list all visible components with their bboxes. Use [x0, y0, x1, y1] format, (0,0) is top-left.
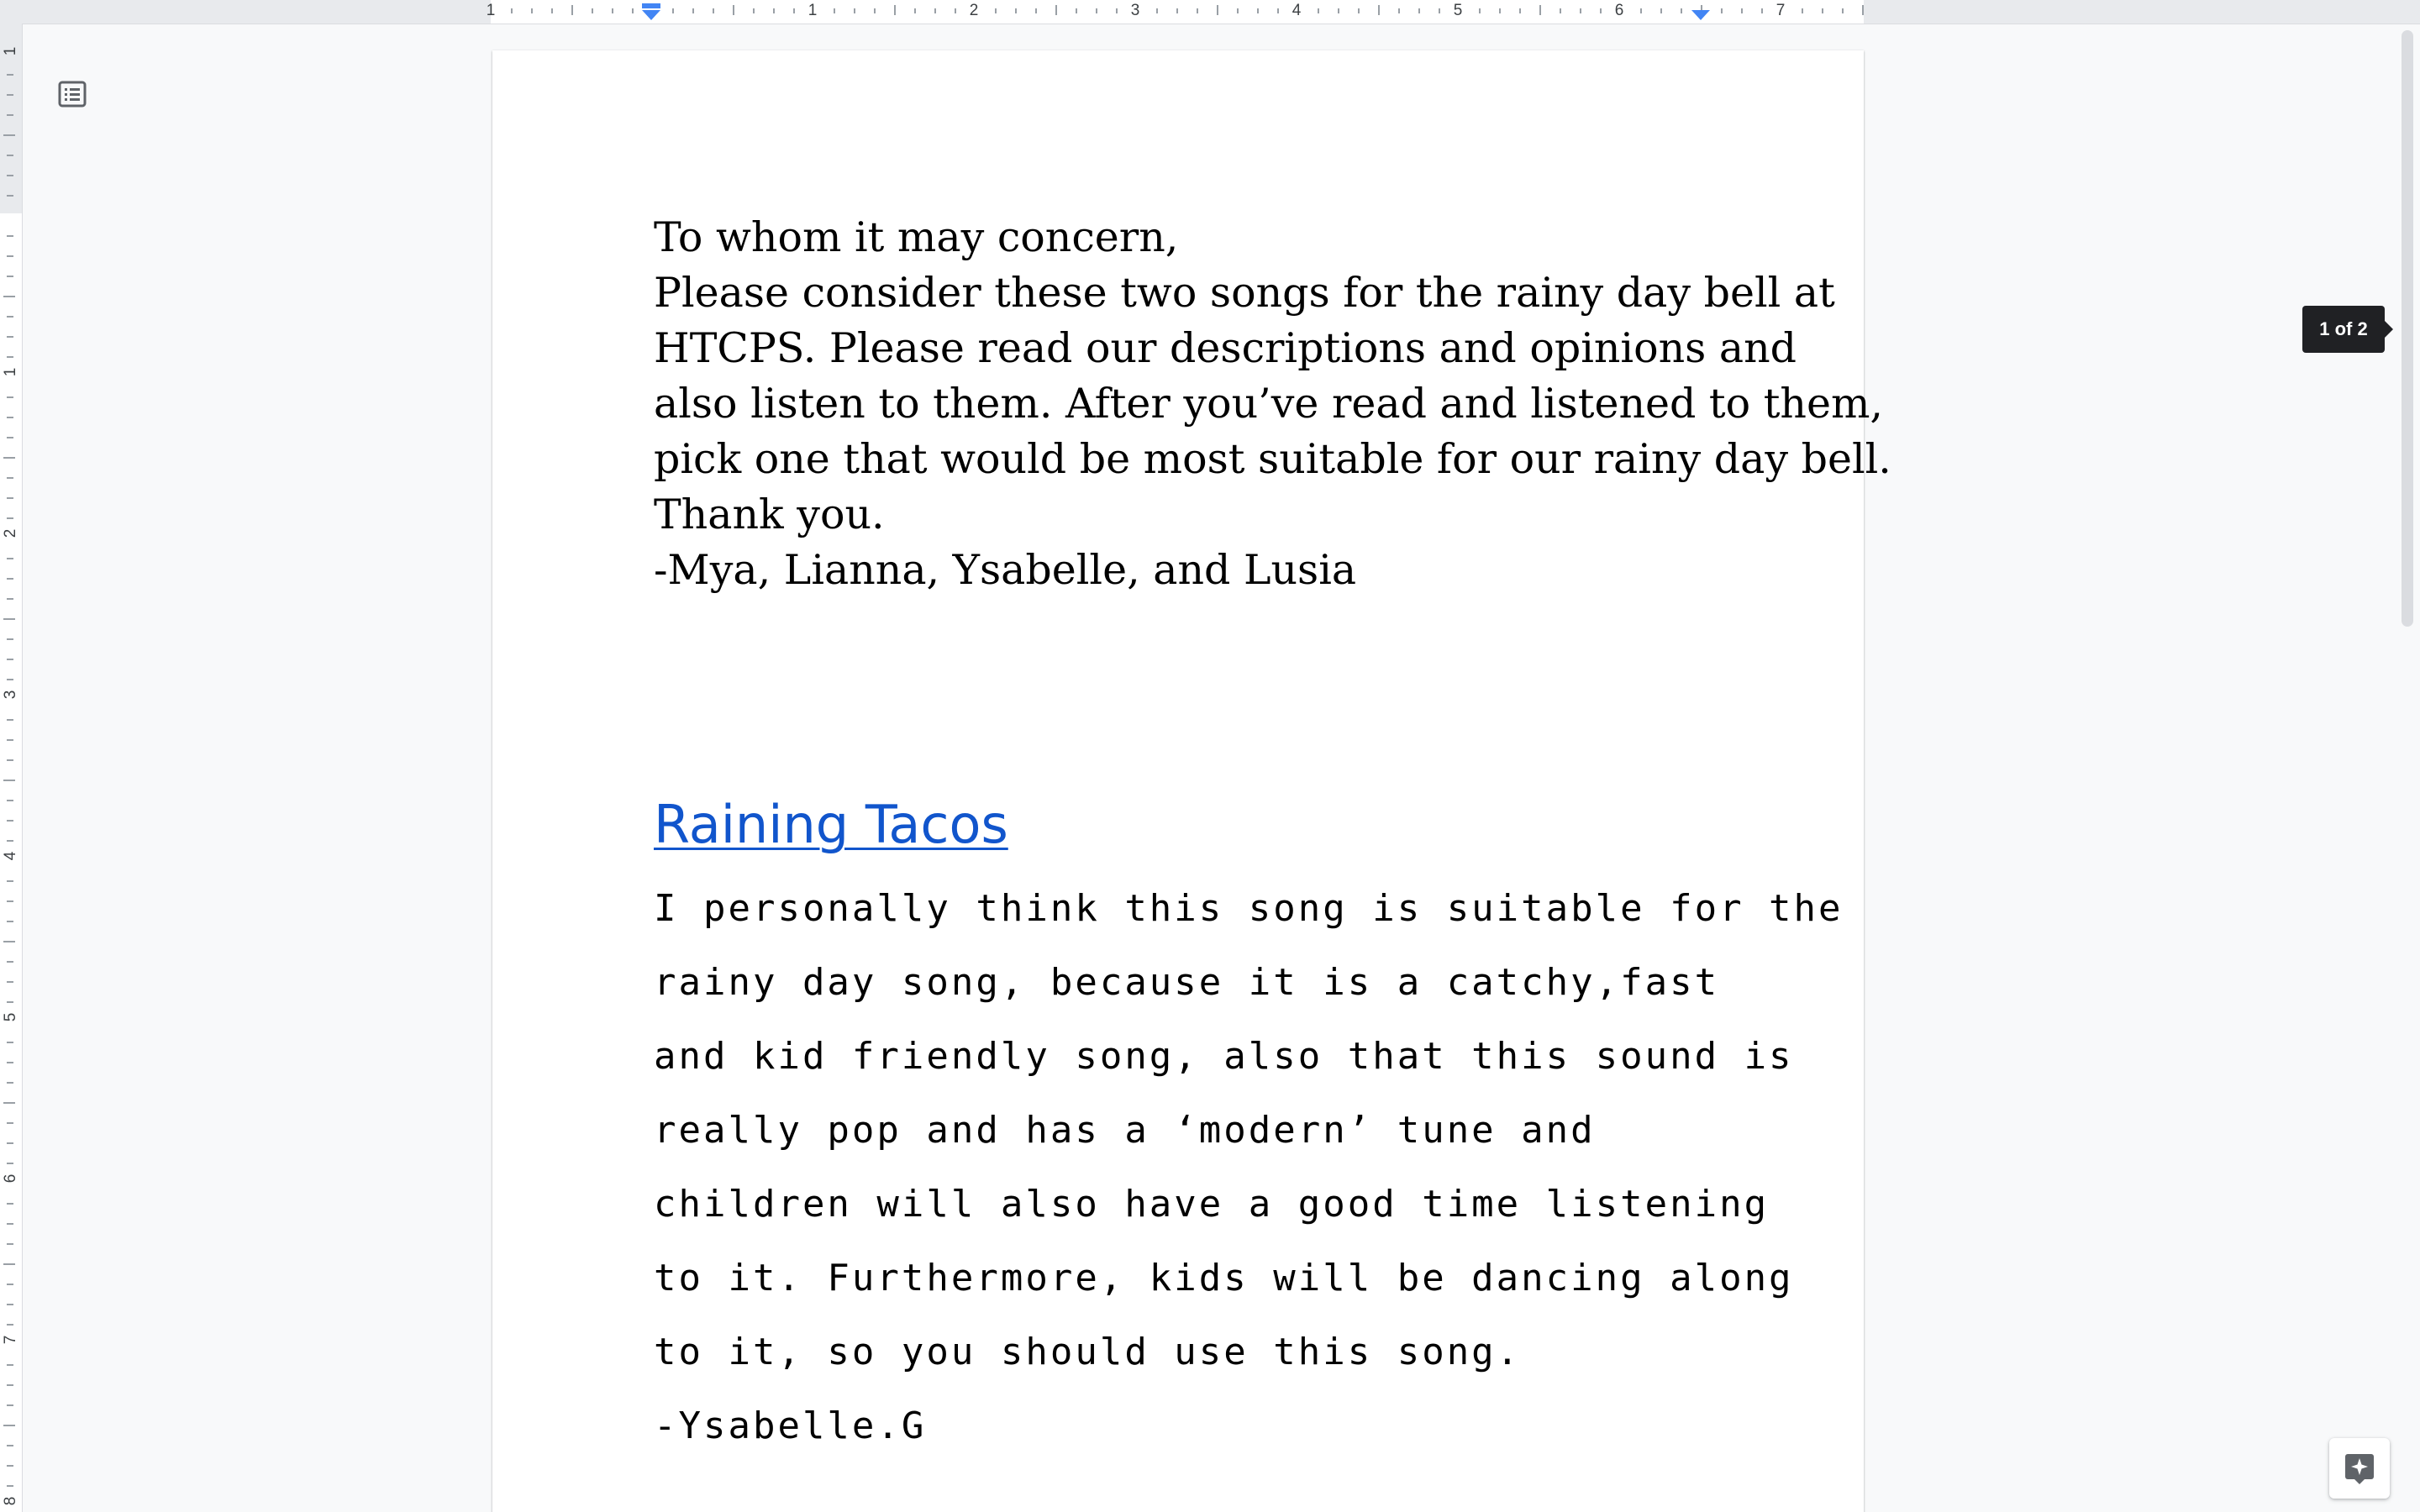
vertical-ruler-tick [7, 155, 13, 156]
vertical-ruler-tick [7, 175, 13, 176]
song-line: -Ysabelle.G [654, 1404, 927, 1447]
ruler-tick [1660, 8, 1662, 13]
ruler-tick [733, 5, 734, 15]
vertical-ruler-tick [7, 336, 13, 338]
ruler-tick [1055, 5, 1057, 15]
ruler-tick [1217, 5, 1218, 15]
document-outline-icon[interactable] [55, 77, 89, 111]
scrollbar-thumb[interactable] [2402, 30, 2413, 627]
vertical-ruler-tick [7, 1445, 13, 1446]
vertical-ruler-tick [7, 880, 13, 882]
left-indent-marker[interactable] [642, 10, 660, 20]
ruler-tick [1398, 8, 1400, 13]
vertical-ruler-tick [7, 1001, 13, 1003]
ruler-tick [1499, 8, 1501, 13]
ruler-tick [1156, 8, 1158, 13]
document-page[interactable] [492, 50, 1891, 1512]
ruler-tick [612, 8, 613, 13]
ruler-tick [1358, 8, 1360, 13]
vertical-ruler-tick [7, 94, 13, 96]
ruler-label: 5 [1453, 2, 1463, 19]
ruler-tick [1338, 8, 1339, 13]
ruler-tick [1741, 8, 1743, 13]
ruler-left-margin [0, 0, 491, 24]
ruler-tick [1681, 8, 1682, 13]
ruler-label: 6 [1614, 2, 1624, 19]
ruler-tick [592, 8, 593, 13]
vertical-ruler-tick [7, 1142, 13, 1144]
ruler-label: 4 [2, 851, 19, 861]
letter-line: Please consider these two songs for the rainy day bell at [654, 269, 1835, 317]
ruler-label: 6 [2, 1173, 19, 1184]
vertical-ruler-tick [7, 1364, 13, 1366]
ruler-tick [1318, 8, 1319, 13]
vertical-ruler-tick [7, 114, 13, 116]
ruler-tick [854, 8, 855, 13]
letter-line: also listen to them. After you’ve read and listened to them, [654, 380, 1883, 428]
ruler-tick [632, 8, 634, 13]
ruler-tick [934, 8, 936, 13]
ruler-tick [1378, 5, 1380, 15]
vertical-ruler-tick [7, 719, 13, 721]
letter-intro[interactable] [654, 210, 1891, 598]
ruler-tick [874, 8, 876, 13]
vertical-ruler-tick [3, 296, 15, 297]
ruler-label: 5 [2, 1012, 19, 1022]
ruler-tick [955, 8, 956, 13]
ruler-tick [1560, 8, 1561, 13]
ruler-tick [1802, 8, 1803, 13]
ruler-tick [531, 8, 533, 13]
ruler-label: 1 [486, 2, 496, 19]
vertical-ruler-tick [7, 195, 13, 197]
vertical-ruler-tick [3, 1102, 15, 1104]
vertical-ruler-tick [7, 1324, 13, 1326]
letter-line: To whom it may concern, [654, 213, 1179, 261]
vertical-ruler-tick [7, 1203, 13, 1205]
ruler-right-margin [1864, 0, 2420, 24]
ruler-tick [1761, 8, 1763, 13]
ruler-tick [834, 8, 835, 13]
vertical-ruler-tick [7, 659, 13, 660]
song-line: and kid friendly song, also that this sound is [654, 1035, 1794, 1078]
vertical-ruler-tick [7, 1082, 13, 1084]
vertical-ruler-tick [7, 316, 13, 318]
song-title-link[interactable]: Raining Tacos [654, 794, 1008, 855]
ruler-tick [1197, 8, 1198, 13]
first-line-indent-marker[interactable] [642, 3, 660, 8]
vertical-ruler-tick [7, 437, 13, 438]
vertical-ruler-tick [7, 74, 13, 76]
ruler-label: 3 [1130, 2, 1140, 19]
vertical-ruler-tick [7, 255, 13, 257]
vertical-ruler-tick [7, 417, 13, 418]
vertical-ruler-tick [7, 840, 13, 842]
vertical-ruler-tick [3, 1425, 15, 1426]
letter-line: HTCPS. Please read our descriptions and opinions and [654, 324, 1797, 372]
ruler-label: 1 [2, 367, 19, 377]
ruler-tick [1418, 8, 1420, 13]
vertical-ruler-tick [7, 235, 13, 237]
ruler-label: 3 [2, 690, 19, 700]
vertical-ruler-tick [7, 921, 13, 922]
ruler-label: 1 [808, 2, 818, 19]
vertical-ruler-tick [7, 800, 13, 801]
ruler-tick [551, 8, 553, 13]
ruler-label: 7 [2, 1335, 19, 1345]
ruler-tick [1600, 8, 1602, 13]
vertical-ruler-tick [7, 558, 13, 559]
ruler-tick [1076, 8, 1077, 13]
ruler-tick [793, 8, 795, 13]
ruler-tick [1015, 8, 1017, 13]
ruler-tick [1822, 8, 1823, 13]
vertical-ruler-tick [7, 820, 13, 822]
song-line: to it, so you should use this song. [654, 1331, 1522, 1373]
vertical-ruler-tick [7, 517, 13, 519]
vertical-ruler-tick [3, 1263, 15, 1265]
vertical-ruler-tick [7, 1384, 13, 1386]
song-line: I personally think this song is suitable for the [654, 887, 1844, 930]
vertical-ruler-tick [3, 134, 15, 136]
vertical-ruler-tick [7, 497, 13, 499]
ruler-tick [914, 8, 916, 13]
ruler-tick [1862, 5, 1864, 15]
vertical-ruler-tick [7, 1163, 13, 1164]
vertical-ruler-tick [7, 739, 13, 741]
vertical-scrollbar[interactable] [2395, 24, 2420, 1512]
ruler-tick [1035, 8, 1037, 13]
vertical-ruler-tick [7, 1485, 13, 1487]
ruler-tick [1721, 8, 1723, 13]
ruler-tick [1640, 8, 1642, 13]
document-outline-icon-svg [57, 79, 87, 109]
ruler-label: 8 [2, 1496, 19, 1506]
song-line: rainy day song, because it is a catchy,fast [654, 961, 1720, 1004]
letter-line: Thank you. [654, 491, 885, 538]
explore-icon [2343, 1452, 2376, 1485]
ruler-label: 4 [1292, 2, 1302, 19]
right-indent-marker[interactable] [1691, 10, 1710, 20]
ruler-tick [894, 5, 896, 15]
ruler-tick [753, 8, 755, 13]
ruler-tick [1439, 8, 1440, 13]
vertical-ruler-tick [7, 679, 13, 680]
vertical-ruler-tick [7, 961, 13, 963]
vertical-ruler-tick [7, 1042, 13, 1043]
letter-line: -Mya, Lianna, Ysabelle, and Lusia [654, 546, 1357, 594]
vertical-ruler-tick [7, 276, 13, 277]
ruler-tick [1479, 8, 1481, 13]
vertical-ruler-tick [7, 1465, 13, 1467]
vertical-ruler[interactable] [0, 24, 23, 1512]
vertical-ruler-tick [7, 578, 13, 580]
song-line: children will also have a good time listening [654, 1183, 1770, 1226]
vertical-ruler-tick [3, 618, 15, 620]
song-line: to it. Furthermore, kids will be dancing along [654, 1257, 1794, 1299]
ruler-tick [1116, 8, 1118, 13]
page-count-indicator: 1 of 2 [2302, 306, 2385, 353]
vertical-ruler-tick [3, 941, 15, 942]
vertical-ruler-tick [7, 1284, 13, 1285]
vertical-ruler-tick [3, 457, 15, 459]
vertical-ruler-tick [3, 780, 15, 781]
ruler-tick [1237, 8, 1239, 13]
ruler-tick [995, 8, 997, 13]
ruler-tick [713, 8, 714, 13]
ruler-label: 2 [969, 2, 979, 19]
vertical-ruler-tick [7, 1243, 13, 1245]
ruler-tick [672, 8, 674, 13]
vertical-ruler-tick [7, 396, 13, 398]
ruler-tick [1096, 8, 1097, 13]
vertical-ruler-tick [7, 981, 13, 983]
song-line: really pop and has a ‘modern’ tune and [654, 1109, 1596, 1152]
ruler-tick [571, 5, 573, 15]
vertical-ruler-tick [7, 598, 13, 600]
ruler-tick [1519, 8, 1521, 13]
letter-line: pick one that would be most suitable for our rainy day bell. [654, 435, 1891, 483]
ruler-tick [511, 8, 513, 13]
vertical-ruler-tick [7, 1404, 13, 1406]
ruler-tick [1539, 5, 1541, 15]
vertical-ruler-tick [7, 1062, 13, 1063]
vertical-ruler-tick [7, 1223, 13, 1225]
ruler-tick [692, 8, 694, 13]
ruler-label: 2 [2, 528, 19, 538]
ruler-tick [773, 8, 775, 13]
vertical-ruler-tick [7, 356, 13, 358]
vertical-ruler-tick [7, 1122, 13, 1124]
vertical-ruler-tick [7, 477, 13, 479]
horizontal-ruler[interactable] [0, 0, 2420, 24]
ruler-label: 1 [2, 46, 19, 56]
ruler-tick [1277, 8, 1279, 13]
ruler-label: 7 [1776, 2, 1786, 19]
ruler-tick [1176, 8, 1178, 13]
vertical-ruler-tick [7, 638, 13, 640]
song-description[interactable] [654, 872, 1844, 1463]
vertical-ruler-tick [7, 900, 13, 902]
ruler-tick [1580, 8, 1581, 13]
vertical-ruler-tick [7, 1304, 13, 1305]
vertical-ruler-tick [7, 759, 13, 761]
explore-button[interactable] [2329, 1438, 2390, 1499]
ruler-tick [1257, 8, 1259, 13]
ruler-tick [1842, 8, 1844, 13]
